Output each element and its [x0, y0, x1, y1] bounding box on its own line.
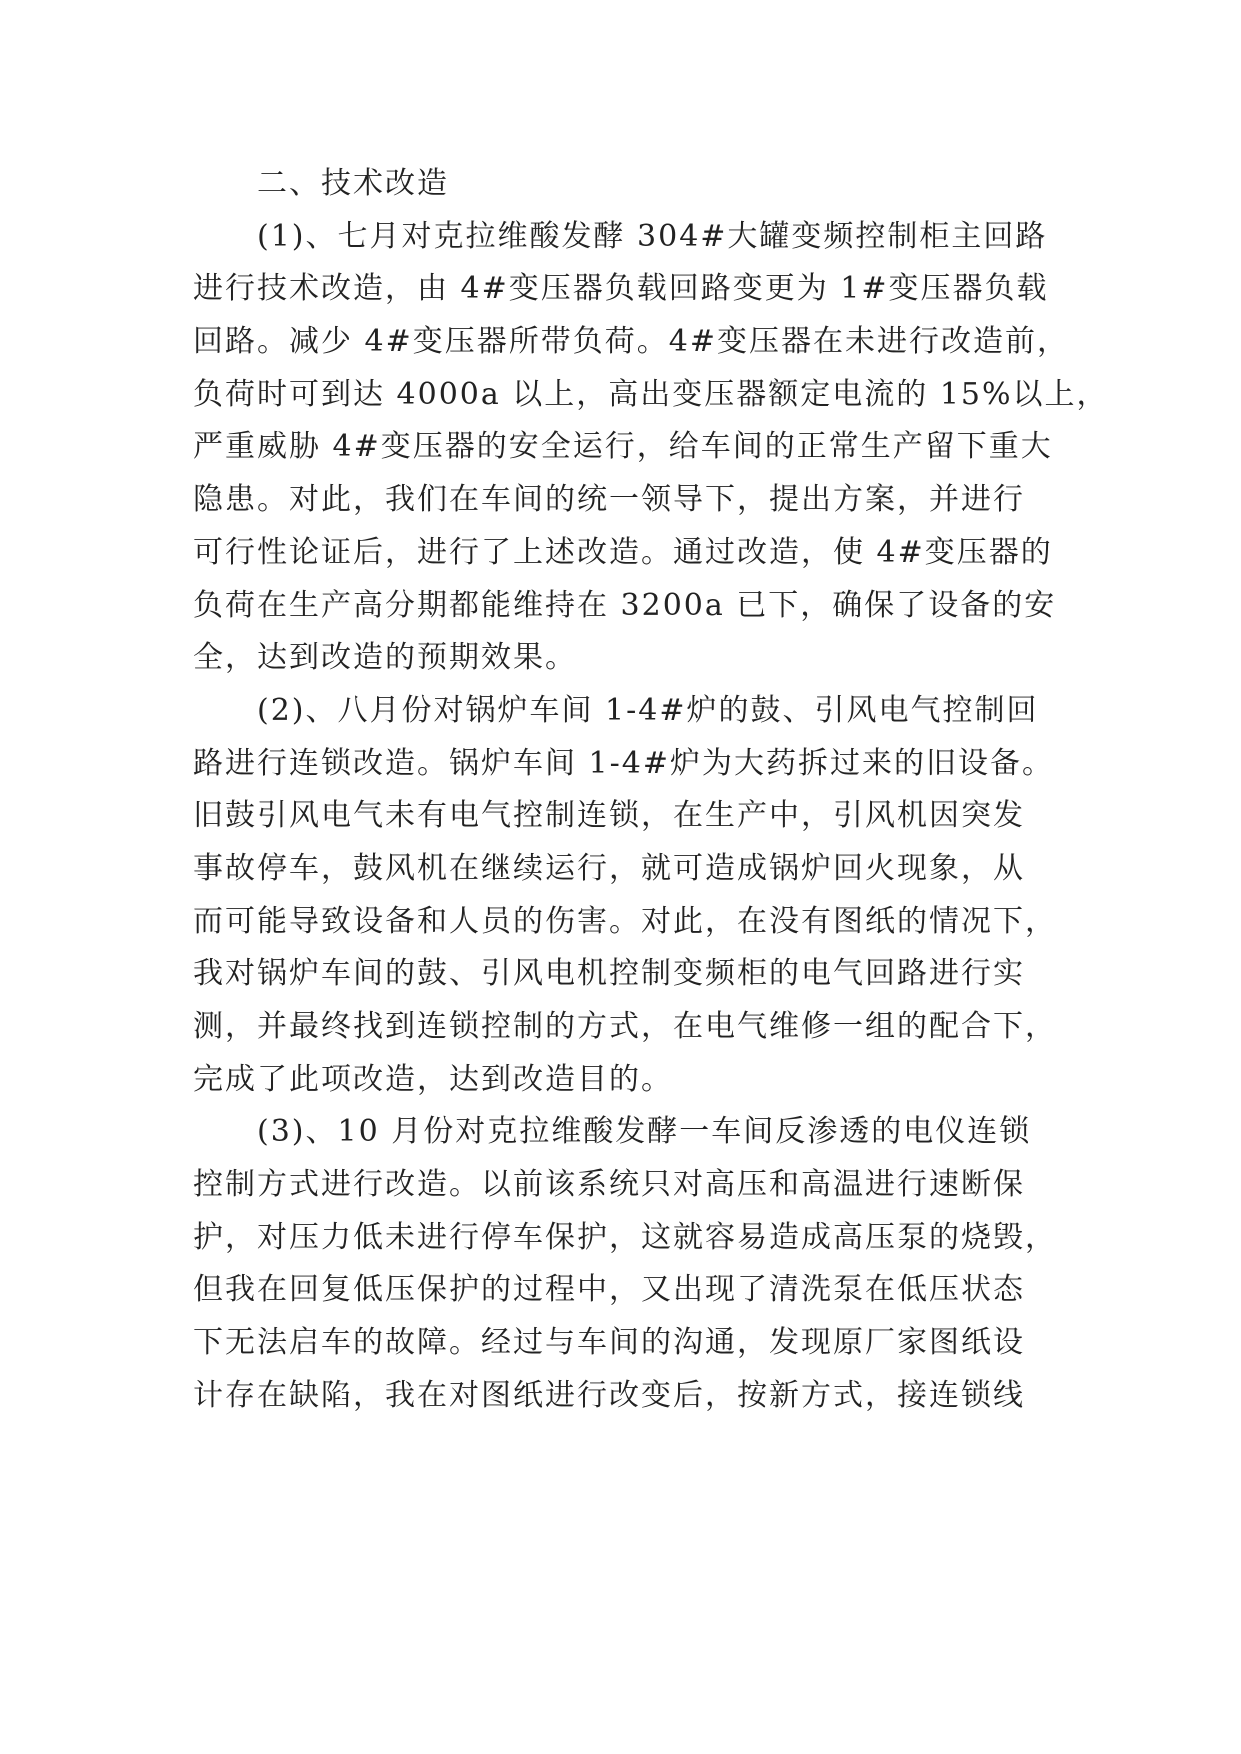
paragraph-line: 负荷时可到达 4000a 以上，高出变压器额定电流的 15%以上， [193, 376, 1109, 412]
paragraph-line: 但我在回复低压保护的过程中，又出现了清洗泵在低压状态 [193, 1272, 1025, 1308]
paragraph-line: 护，对压力低未进行停车保护，这就容易造成高压泵的烧毁， [193, 1219, 1057, 1255]
paragraph-line: 而可能导致设备和人员的伤害。对此，在没有图纸的情况下， [193, 903, 1057, 939]
paragraph-line: 路进行连锁改造。锅炉车间 1-4#炉为大药拆过来的旧设备。 [193, 745, 1054, 781]
paragraph-line: (2)、八月份对锅炉车间 1-4#炉的鼓、引风电气控制回 [257, 692, 1039, 728]
paragraph-line: 我对锅炉车间的鼓、引风电机控制变频柜的电气回路进行实 [193, 956, 1025, 992]
paragraph-1 [193, 211, 1109, 685]
paragraph-line: (1)、七月对克拉维酸发酵 304#大罐变频控制柜主回路 [257, 218, 1048, 254]
paragraph-line: 测，并最终找到连锁控制的方式，在电气维修一组的配合下， [193, 1009, 1057, 1044]
paragraph-line: 控制方式进行改造。以前该系统只对高压和高温进行速断保 [193, 1167, 1025, 1203]
paragraph-line: 旧鼓引风电气未有电气控制连锁，在生产中，引风机因突发 [193, 798, 1025, 834]
paragraph-line: 隐患。对此，我们在车间的统一领导下，提出方案，并进行 [193, 482, 1025, 518]
paragraph-line: 下无法启车的故障。经过与车间的沟通，发现原厂家图纸设 [193, 1325, 1025, 1361]
paragraph-line: 事故停车，鼓风机在继续运行，就可造成锅炉回火现象，从 [193, 850, 1025, 886]
paragraph-line: 负荷在生产高分期都能维持在 3200a 已下，确保了设备的安 [193, 587, 1057, 623]
paragraph-2 [193, 685, 1057, 1107]
paragraph-line: 完成了此项改造，达到改造目的。 [193, 1061, 673, 1097]
paragraph-line: 全，达到改造的预期效果。 [193, 640, 577, 676]
section-heading: 二、技术改造 [257, 166, 449, 201]
paragraph-line: 可行性论证后，进行了上述改造。通过改造，使 4#变压器的 [193, 534, 1053, 570]
paragraph-3 [193, 1106, 1057, 1422]
paragraph-line: 计存在缺陷，我在对图纸进行改变后，按新方式，接连锁线 [193, 1377, 1025, 1413]
paragraph-line: 进行技术改造，由 4#变压器负载回路变更为 1#变压器负载 [193, 271, 1049, 307]
document-body [193, 158, 1109, 1423]
paragraph-line: 严重威胁 4#变压器的安全运行，给车间的正常生产留下重大 [193, 429, 1053, 465]
paragraph-line: (3)、10 月份对克拉维酸发酵一车间反渗透的电仪连锁 [257, 1114, 1032, 1150]
paragraph-line: 回路。减少 4#变压器所带负荷。4#变压器在未进行改造前， [193, 324, 1069, 360]
